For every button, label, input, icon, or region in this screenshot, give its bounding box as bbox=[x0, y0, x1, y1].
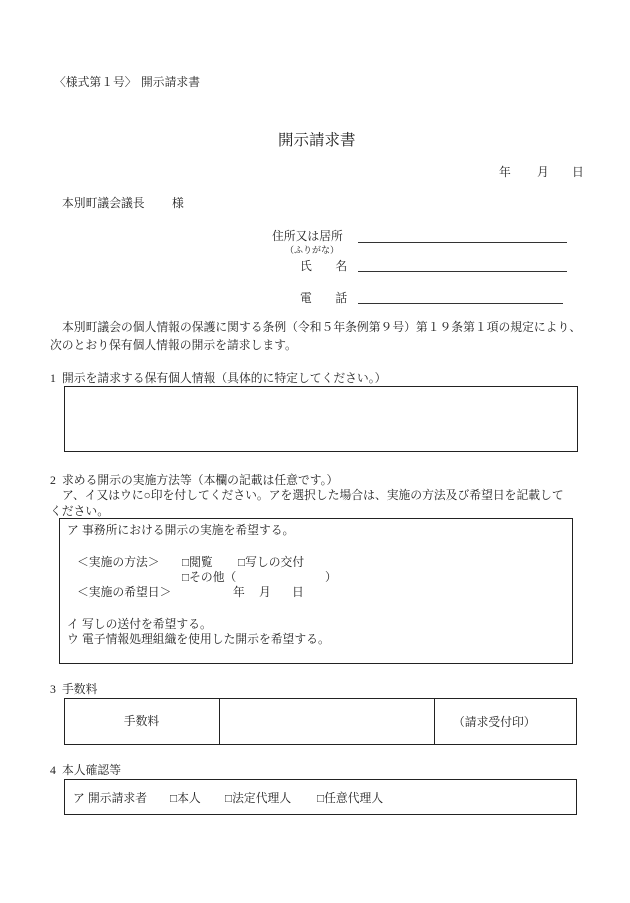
phone-label: 電 話 bbox=[300, 291, 348, 305]
method-option-copy[interactable]: □写しの交付 bbox=[238, 555, 305, 569]
option-i-text: 写しの送付を希望する。 bbox=[82, 617, 212, 631]
addressee-name: 本別町議会議長 bbox=[62, 196, 145, 210]
section-1-number: 1 bbox=[50, 371, 56, 385]
identity-option-self[interactable]: □本人 bbox=[170, 791, 201, 805]
section-2-instruction-2: ください。 bbox=[50, 504, 109, 518]
furigana-label: （ふりがな） bbox=[285, 245, 340, 255]
personal-info-textbox[interactable] bbox=[64, 386, 578, 452]
name-label: 氏 名 bbox=[300, 259, 348, 273]
option-u-text: 電子情報処理組織を使用した開示を希望する。 bbox=[82, 632, 330, 646]
fee-table-divider bbox=[434, 698, 435, 745]
section-2-number: 2 bbox=[50, 473, 56, 487]
stamp-label: （請求受付印） bbox=[453, 715, 536, 729]
date-month-label: 月 bbox=[537, 165, 549, 179]
date-day-label: 日 bbox=[572, 165, 584, 179]
section-1-heading: 開示を請求する保有個人情報（具体的に特定してください。） bbox=[62, 371, 387, 385]
method-label: ＜実施の方法＞ bbox=[77, 555, 160, 569]
date-year-label: 年 bbox=[499, 165, 511, 179]
section-3-heading: 手数料 bbox=[62, 682, 98, 696]
fee-label-cell bbox=[64, 698, 219, 745]
identity-option-voluntary-agent[interactable]: □任意代理人 bbox=[317, 791, 384, 805]
form-number: 〈様式第１号〉 bbox=[54, 75, 137, 89]
name-field[interactable] bbox=[358, 271, 567, 272]
identity-row-marker: ア bbox=[73, 791, 85, 805]
method-option-viewing[interactable]: □閲覧 bbox=[182, 555, 213, 569]
identity-row-label: 開示請求者 bbox=[88, 791, 147, 805]
address-label: 住所又は居所 bbox=[272, 229, 343, 243]
phone-field[interactable] bbox=[358, 303, 563, 304]
section-2-instruction-1: ア、イ又はウに○印を付してください。アを選択した場合は、実施の方法及び希望日を記載して bbox=[62, 488, 564, 502]
desired-date-label: ＜実施の希望日＞ bbox=[77, 585, 172, 599]
intro-line-1: 本別町議会の個人情報の保護に関する条例（令和５年条例第９号）第１９条第１項の規定により、 bbox=[62, 320, 582, 334]
option-i-marker[interactable]: イ bbox=[67, 617, 79, 631]
section-2-heading: 求める開示の実施方法等（本欄の記載は任意です。） bbox=[62, 473, 339, 487]
section-4-heading: 本人確認等 bbox=[62, 763, 121, 777]
option-a-text: 事務所における開示の実施を希望する。 bbox=[82, 523, 295, 537]
option-u-marker[interactable]: ウ bbox=[67, 632, 79, 646]
intro-line-2: 次のとおり保有個人情報の開示を請求します。 bbox=[50, 338, 297, 352]
method-option-other[interactable]: □その他（ bbox=[182, 570, 237, 584]
page-title: 開示請求書 bbox=[278, 132, 356, 149]
section-4-number: 4 bbox=[50, 763, 56, 777]
method-other-field[interactable] bbox=[240, 571, 324, 584]
form-name: 開示請求書 bbox=[141, 75, 200, 89]
section-3-number: 3 bbox=[50, 682, 56, 696]
fee-amount-cell[interactable] bbox=[220, 699, 433, 744]
desired-date-year: 年 bbox=[233, 585, 245, 599]
address-field[interactable] bbox=[358, 242, 567, 243]
addressee-honorific: 様 bbox=[172, 196, 184, 210]
fee-label: 手数料 bbox=[123, 714, 160, 728]
method-other-close: ） bbox=[325, 570, 337, 584]
identity-option-legal-agent[interactable]: □法定代理人 bbox=[225, 791, 292, 805]
desired-date-day: 日 bbox=[292, 585, 304, 599]
option-a-marker[interactable]: ア bbox=[67, 523, 79, 537]
desired-date-month: 月 bbox=[259, 585, 271, 599]
